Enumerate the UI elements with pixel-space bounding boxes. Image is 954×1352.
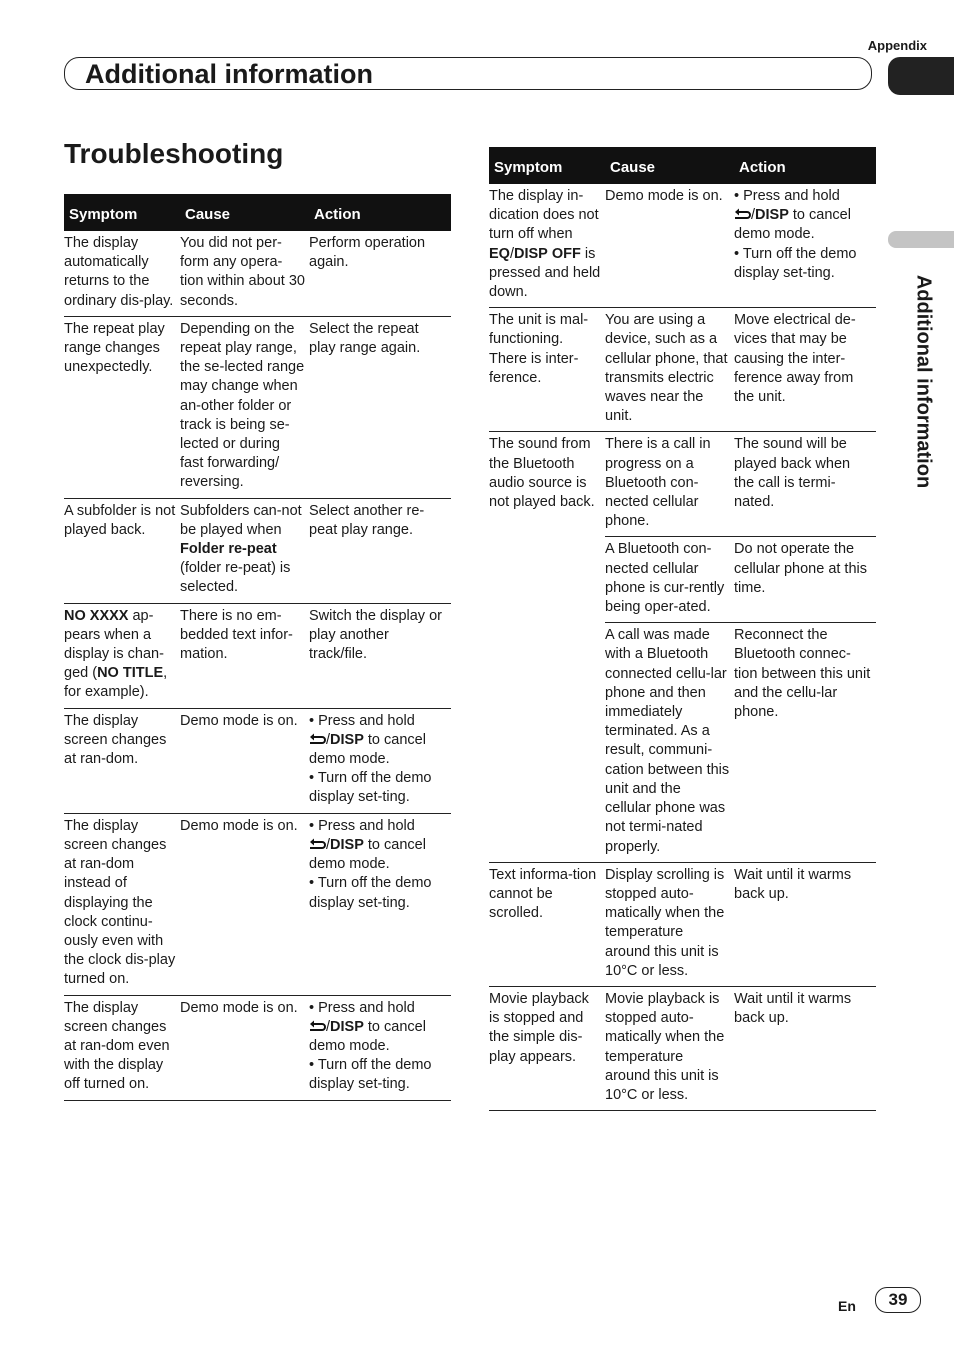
symptom-cell: Text informa-tion cannot be scrolled. xyxy=(489,862,605,986)
symptom-text: The display in-dication does not turn off when xyxy=(489,188,599,243)
action-cell: Switch the display or play another track/file. xyxy=(309,603,451,708)
table-row xyxy=(489,308,876,432)
action-line xyxy=(309,1018,447,1056)
cause-bold-text: Folder re-peat xyxy=(180,541,277,558)
cause-cell: Demo mode is on. xyxy=(605,184,734,308)
header-cause: Cause xyxy=(180,194,309,231)
action-text: to cancel demo mode. xyxy=(309,836,426,873)
symptom-text: is pressed and held down. xyxy=(489,245,601,301)
slash-text: / xyxy=(326,1018,331,1035)
symptom-cell: The sound from the Bluetooth audio source is not played back. xyxy=(489,432,605,862)
symptom-text: / xyxy=(509,245,514,262)
action-line: • Press and hold xyxy=(309,712,415,729)
header-tab-block xyxy=(888,57,954,95)
header-symptom: Symptom xyxy=(64,194,180,231)
cause-text: Subfolders can-not be played when xyxy=(180,502,302,538)
disp-key-text: DISP xyxy=(330,1018,364,1035)
symptom-cell xyxy=(489,184,605,308)
symptom-cell: A subfolder is not played back. xyxy=(64,498,180,603)
action-line xyxy=(309,731,447,769)
table-row xyxy=(489,862,876,986)
cause-text: (folder re-peat) is selected. xyxy=(180,560,291,596)
table-row xyxy=(64,231,451,316)
action-cell: Wait until it warms back up. xyxy=(734,986,876,1110)
troubleshooting-table-left xyxy=(64,194,451,1101)
troubleshooting-table-right xyxy=(489,147,876,1111)
slash-text: / xyxy=(326,731,331,748)
cause-cell: Movie playback is stopped auto-matically when the temperature around this unit is 10°C or less. xyxy=(605,986,734,1110)
disp-key-text: DISP xyxy=(330,836,364,853)
symptom-text: ap-pears when a display is chan-ged ( xyxy=(64,607,164,682)
section-title: Additional information xyxy=(85,59,373,89)
action-cell: Reconnect the Bluetooth connec-tion between this unit and the cellu-lar phone. xyxy=(734,623,876,862)
cause-cell: You are using a device, such as a cellular phone, that transmits electric waves near the unit. xyxy=(605,308,734,432)
symptom-cell: The display screen changes at ran-dom instead of displaying the clock continu-ously even with the clock dis-play turned on. xyxy=(64,813,180,995)
table-row xyxy=(489,986,876,1110)
symptom-cell: The unit is mal-functioning. There is inter-ference. xyxy=(489,308,605,432)
table-header-row xyxy=(64,194,451,231)
action-line: • Press and hold xyxy=(309,999,415,1016)
page-title: Troubleshooting xyxy=(64,138,284,169)
table-row xyxy=(64,498,451,603)
slash-text: / xyxy=(751,207,756,224)
symptom-bold-text: NO TITLE xyxy=(97,665,164,682)
action-cell: Move electrical de-vices that may be causing the inter-ference away from the unit. xyxy=(734,308,876,432)
symptom-cell: The display screen changes at ran-dom. xyxy=(64,708,180,813)
cause-cell: There is no em-bedded text infor-mation. xyxy=(180,603,309,708)
action-text: to cancel demo mode. xyxy=(734,207,851,243)
table-row xyxy=(64,603,451,708)
symptom-bold-text: OFF xyxy=(551,245,581,262)
symptom-bold-text: DISP xyxy=(513,245,548,262)
action-cell xyxy=(309,813,451,995)
cause-cell: You did not per-form any opera-tion within about 30 seconds. xyxy=(180,231,309,316)
symptom-cell: The repeat play range changes unexpectedly. xyxy=(64,316,180,498)
symptom-text: , for example). xyxy=(64,665,168,701)
action-cell: Perform operation again. xyxy=(309,231,451,316)
cause-cell: Demo mode is on. xyxy=(180,813,309,995)
action-cell: Select the repeat play range again. xyxy=(309,316,451,498)
table-row xyxy=(64,813,451,995)
return-icon xyxy=(309,838,326,850)
action-line: • Turn off the demo display set-ting. xyxy=(309,1057,432,1093)
cause-cell: Demo mode is on. xyxy=(180,708,309,813)
table-row xyxy=(489,184,876,308)
section-header xyxy=(64,57,872,90)
cause-cell: A Bluetooth con-nected cellular phone is cur-rently being oper-ated. xyxy=(605,537,734,623)
side-label-text: Additional information xyxy=(912,274,935,489)
action-cell xyxy=(309,995,451,1100)
action-line: • Turn off the demo display set-ting. xyxy=(309,770,432,806)
action-cell: Do not operate the cellular phone at this time. xyxy=(734,537,876,623)
side-label xyxy=(888,255,938,525)
symptom-cell: The display automatically returns to the ordinary dis-play. xyxy=(64,231,180,316)
cause-cell: A call was made with a Bluetooth connected cellu-lar phone and then immediately terminated. As a result, communi-cation between this unit and the cellular phone was not termi-nated properly. xyxy=(605,623,734,862)
cause-cell: Depending on the repeat play range, the se-lected range may change when an-other folder or track is being se-lected or during fast forwarding/ reversing. xyxy=(180,316,309,498)
action-text: to cancel demo mode. xyxy=(309,1018,426,1054)
action-line: • Press and hold xyxy=(734,188,840,204)
action-cell: Wait until it warms back up. xyxy=(734,862,876,986)
return-icon xyxy=(309,1020,326,1032)
table-row xyxy=(64,316,451,498)
disp-key-text: DISP xyxy=(330,731,364,748)
cause-cell xyxy=(180,498,309,603)
action-cell xyxy=(734,184,876,308)
cause-cell: There is a call in progress on a Bluetooth con-nected cellular phone. xyxy=(605,432,734,537)
action-line xyxy=(734,206,872,244)
table-row xyxy=(64,708,451,813)
action-cell xyxy=(309,708,451,813)
table-row xyxy=(64,995,451,1100)
action-cell: The sound will be played back when the call is termi-nated. xyxy=(734,432,876,537)
symptom-cell: Movie playback is stopped and the simple dis-play appears. xyxy=(489,986,605,1110)
action-line: • Press and hold xyxy=(309,817,415,834)
table-row xyxy=(489,432,876,537)
table-header-row xyxy=(489,147,876,184)
cause-cell: Demo mode is on. xyxy=(180,995,309,1100)
return-icon xyxy=(734,208,751,220)
symptom-cell xyxy=(64,603,180,708)
symptom-bold-text: EQ xyxy=(489,245,510,262)
slash-text: / xyxy=(326,836,331,853)
action-line: • Turn off the demo display set-ting. xyxy=(309,875,432,911)
action-text: to cancel demo mode. xyxy=(309,731,426,768)
appendix-label: Appendix xyxy=(867,38,927,53)
header-action: Action xyxy=(734,147,876,184)
language-label: En xyxy=(838,1298,856,1314)
page-number: 39 xyxy=(875,1287,921,1313)
header-symptom: Symptom xyxy=(489,147,605,184)
header-action: Action xyxy=(309,194,451,231)
header-cause: Cause xyxy=(605,147,734,184)
action-line: • Turn off the demo display set-ting. xyxy=(734,245,857,281)
cause-cell: Display scrolling is stopped auto-matically when the temperature around this unit is 10°C or less. xyxy=(605,862,734,986)
side-tab-marker xyxy=(888,231,954,248)
symptom-cell: The display screen changes at ran-dom even with the display off turned on. xyxy=(64,995,180,1100)
symptom-bold-text: NO XXXX xyxy=(64,607,129,624)
disp-key-text: DISP xyxy=(755,207,789,224)
return-icon xyxy=(309,733,326,745)
action-line xyxy=(309,836,447,874)
action-cell: Select another re-peat play range. xyxy=(309,498,451,603)
